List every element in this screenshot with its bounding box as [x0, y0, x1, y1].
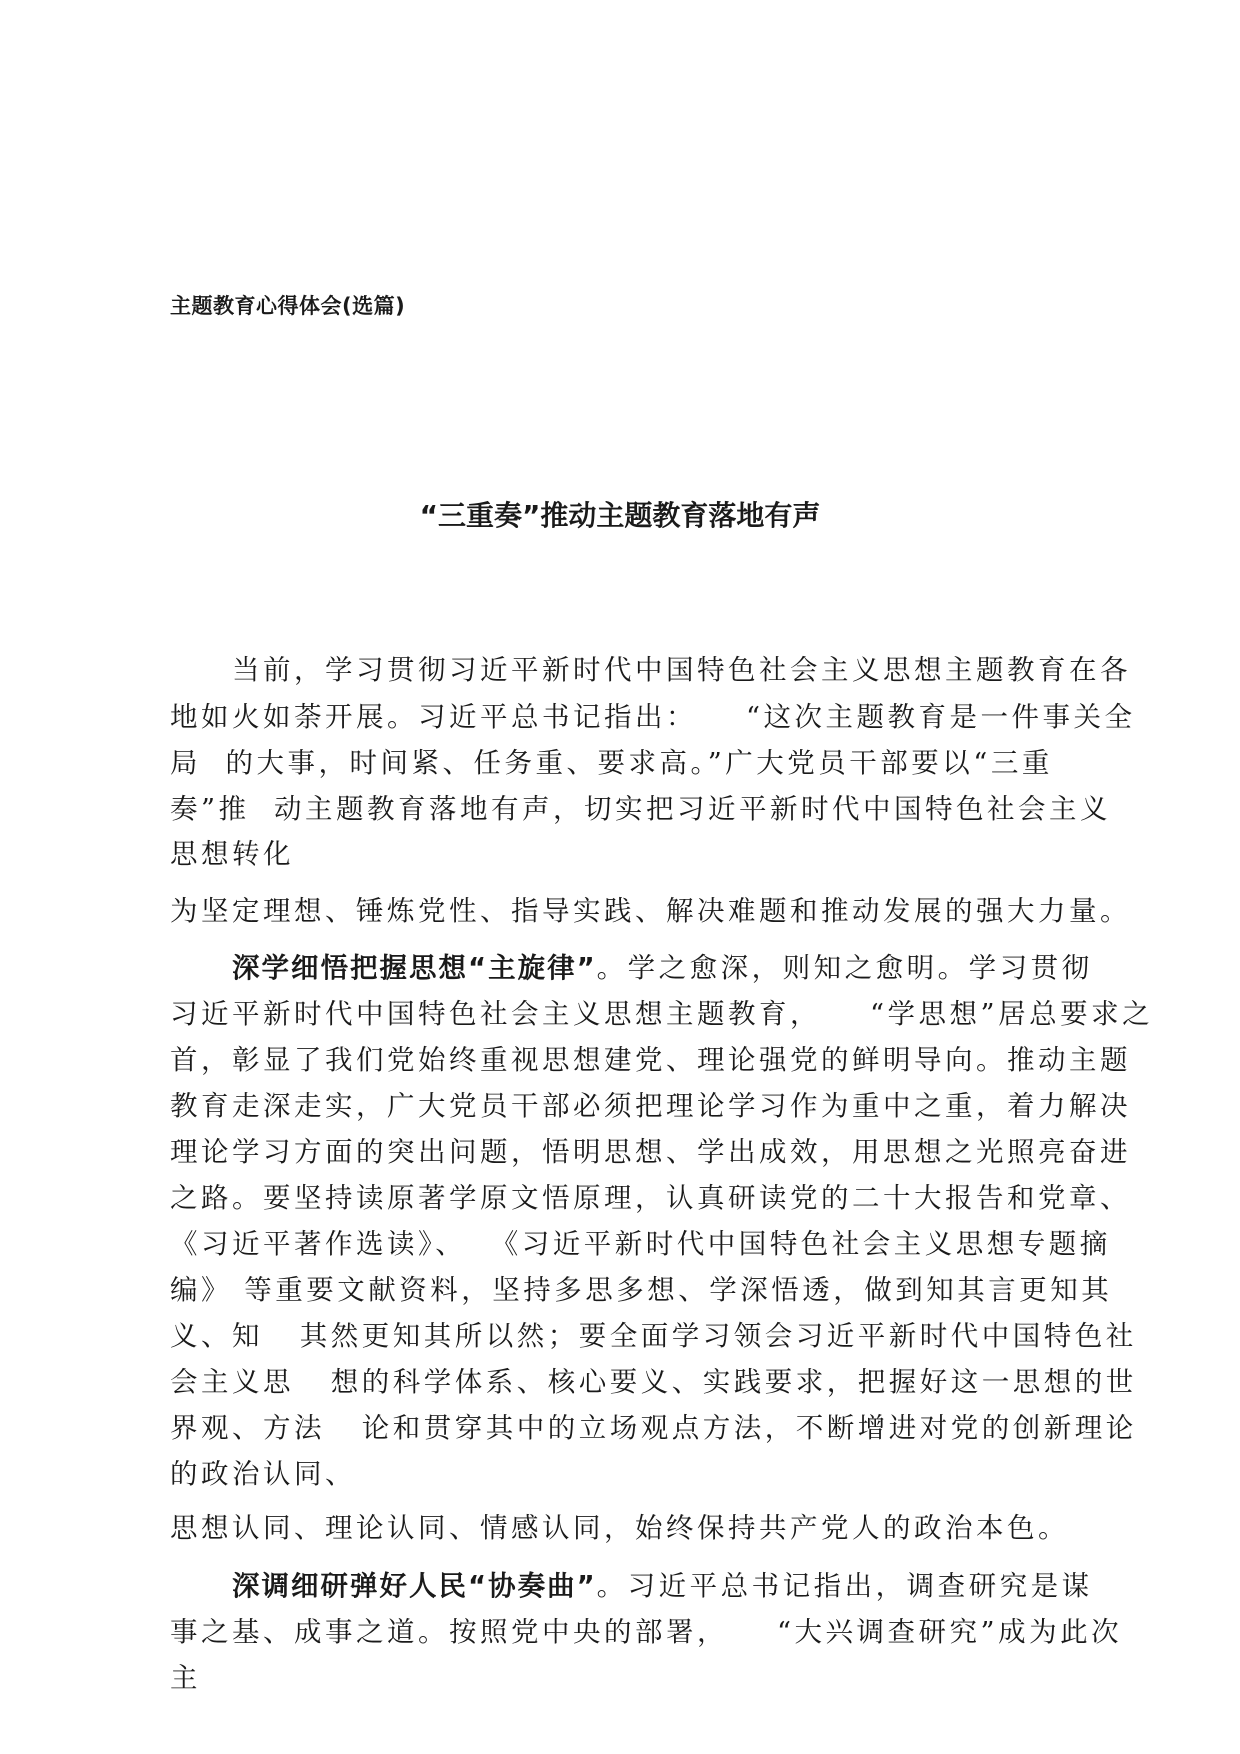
paragraph-text: 。习近平总书记指出，调查研究是谋	[596, 1570, 1093, 1602]
paragraph-line: 编》 等重要文献资料，坚持多思多想、学深悟透，做到知其言更知其	[170, 1274, 1113, 1306]
paragraph-line: 义、知 其然更知其所以然；要全面学习领会习近平新时代中国特色社	[170, 1320, 1137, 1352]
section-heading: 深调细研弹好人民“协奏曲”	[232, 1570, 597, 1602]
paragraph-line: 奏”推 动主题教育落地有声，切实把习近平新时代中国特色社会主义	[170, 793, 1112, 825]
paragraph-first-line	[232, 948, 1093, 988]
paragraph-text: 。学之愈深，则知之愈明。学习贯彻	[596, 952, 1093, 984]
paragraph-line: 界观、方法 论和贯穿其中的立场观点方法，不断增进对党的创新理论	[170, 1412, 1137, 1444]
document-header-label: 主题教育心得体会(选篇)	[170, 294, 406, 318]
paragraph-line: 思想转化	[170, 838, 294, 870]
paragraph-line: 为坚定理想、锤炼党性、指导实践、解决难题和推动发展的强大力量。	[170, 895, 1131, 927]
paragraph-line: 习近平新时代中国特色社会主义思想主题教育， “学思想”居总要求之	[170, 998, 1154, 1030]
paragraph-line: 的政治认同、	[170, 1458, 356, 1490]
paragraph-line: 会主义思 想的科学体系、核心要义、实践要求，把握好这一思想的世	[170, 1366, 1137, 1398]
document-title: “三重奏”推动主题教育落地有声	[419, 499, 821, 532]
paragraph-line: 首，彰显了我们党始终重视思想建党、理论强党的鲜明导向。推动主题	[170, 1044, 1131, 1076]
paragraph-line: 思想认同、理论认同、情感认同，始终保持共产党人的政治本色。	[170, 1512, 1069, 1544]
paragraph-line: 理论学习方面的突出问题，悟明思想、学出成效，用思想之光照亮奋进	[170, 1136, 1131, 1168]
paragraph-first-line	[232, 1566, 1093, 1606]
paragraph-line: 当前，学习贯彻习近平新时代中国特色社会主义思想主题教育在各	[232, 654, 1131, 686]
paragraph-line: 《习近平著作选读》、 《习近平新时代中国特色社会主义思想专题摘	[170, 1228, 1111, 1260]
paragraph-line: 事之基、成事之道。按照党中央的部署， “大兴调查研究”成为此次	[170, 1616, 1123, 1648]
paragraph-line: 局 的大事，时间紧、任务重、要求高。”广大党员干部要以“三重	[170, 747, 1053, 779]
section-heading: 深学细悟把握思想“主旋律”	[232, 952, 597, 984]
paragraph-line: 之路。要坚持读原著学原文悟原理，认真研读党的二十大报告和党章、	[170, 1182, 1131, 1214]
paragraph-line: 地如火如荼开展。习近平总书记指出： “这次主题教育是一件事关全	[170, 701, 1136, 733]
paragraph-line: 教育走深走实，广大党员干部必须把理论学习作为重中之重，着力解决	[170, 1090, 1131, 1122]
paragraph-line: 主	[170, 1662, 201, 1694]
